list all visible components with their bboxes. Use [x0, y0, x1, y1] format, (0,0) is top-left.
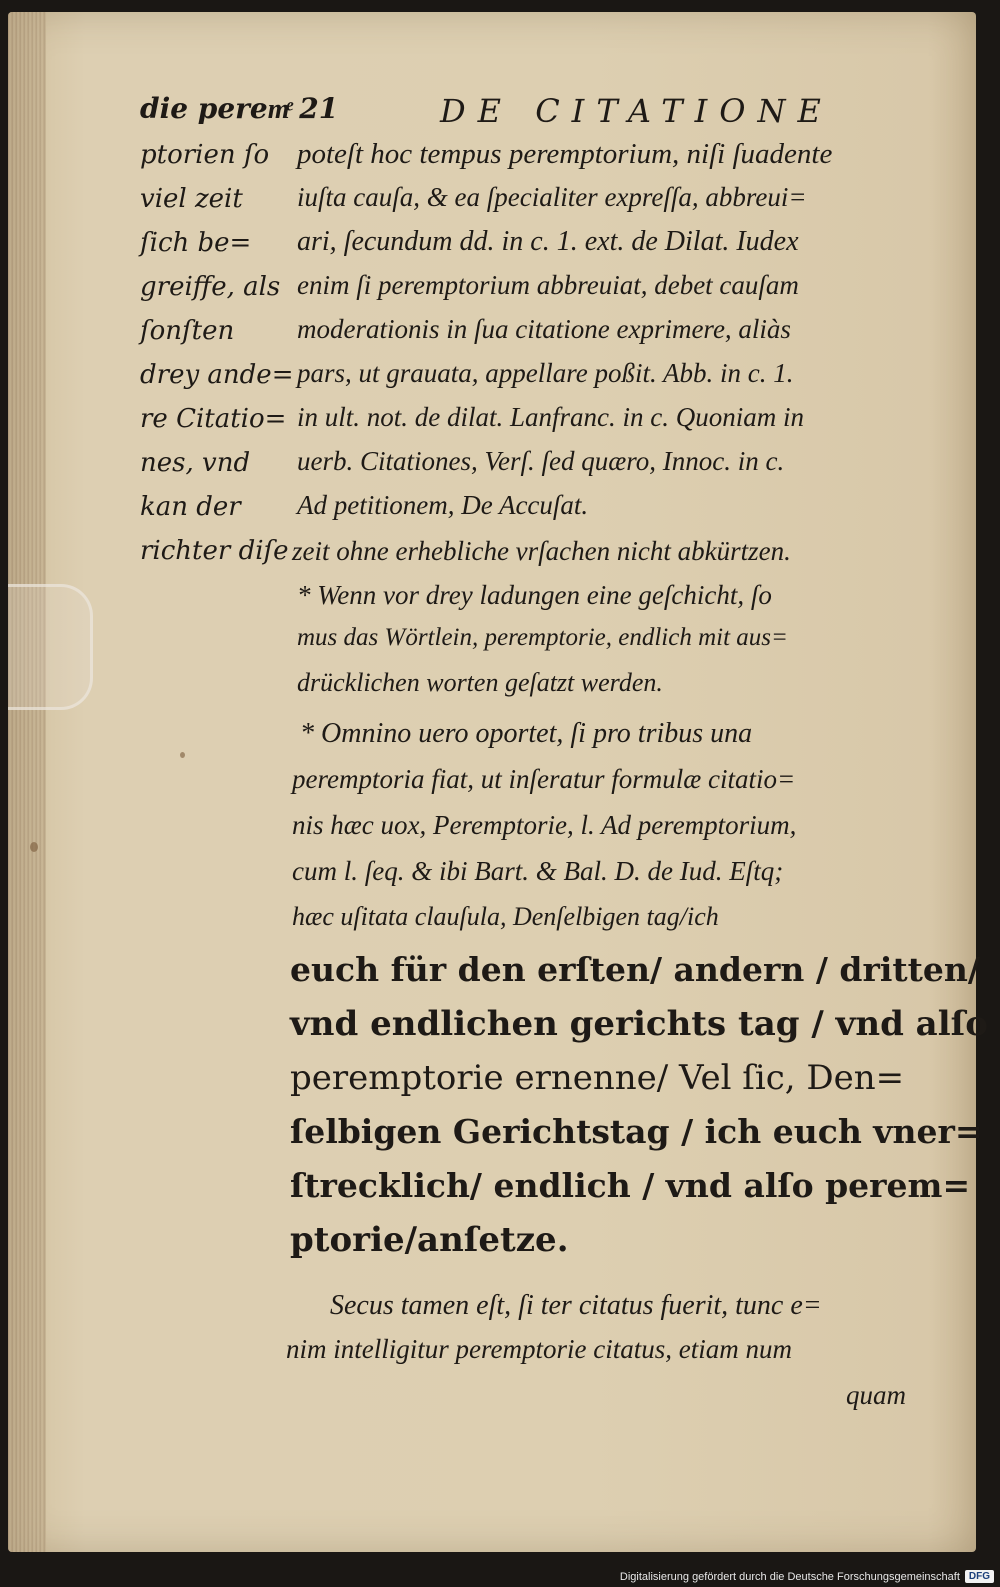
body-line: poteſt hoc tempus peremptorium, niſi ſuadente: [297, 138, 833, 170]
margin-note-line: ptorien ſo: [140, 140, 270, 170]
dfg-logo: DFG: [965, 1570, 994, 1583]
body-line: pars, ut grauata, appellare poßit. Abb. in c. 1.: [297, 358, 794, 388]
body-line: hæc uſitata clauſula, Denſelbigen tag/ich: [292, 902, 719, 931]
formula-line: peremptorie ernenne/ Vel ſic, Den=: [290, 1058, 905, 1098]
body-line: peremptoria fiat, ut inſeratur formulæ citatio=: [292, 764, 796, 794]
body-line: zeit ohne erhebliche vrſachen nicht abkürtzen.: [292, 536, 791, 566]
body-line: moderationis in ſua citatione exprimere, aliàs: [297, 314, 791, 344]
page-number: 21: [299, 92, 339, 125]
body-line: * Omnino uero oportet, ſi pro tribus una: [300, 718, 753, 749]
formula-line: ſelbigen Gerichtstag / ich euch vner=: [290, 1112, 983, 1151]
digitization-credit: [620, 1570, 994, 1583]
formula-line: ſtrecklich/ endlich / vnd alſo perem=: [290, 1166, 971, 1205]
body-line: in ult. not. de dilat. Lanfranc. in c. Quoniam in: [297, 402, 804, 432]
ink-spot: [180, 752, 185, 758]
margin-note-line: ſonſten: [140, 316, 235, 346]
body-line: iuſta cauſa, & ea ſpecialiter expreſſa, abbreui=: [297, 182, 807, 212]
body-line: nis hæc uox, Peremptorie, l. Ad peremptorium,: [292, 810, 797, 840]
body-line: mus das Wörtlein, peremptorie, endlich mit aus=: [297, 624, 788, 651]
body-line: drücklichen worten geſatzt werden.: [297, 668, 663, 697]
book-spine-edge: [8, 12, 46, 1552]
margin-header-start: die peremͤ 21: [140, 92, 339, 125]
margin-note-line: greiffe, als: [140, 272, 281, 302]
closing-line: Secus tamen eſt, ſi ter citatus fuerit, tunc e=: [330, 1290, 822, 1321]
body-line: cum l. ſeq. & ibi Bart. & Bal. D. de Iud. Eſtq;: [292, 856, 784, 886]
formula-line: vnd endlichen gerichts tag / vnd alſo: [290, 1004, 988, 1044]
body-line: uerb. Citationes, Verſ. ſed quæro, Innoc. in c.: [297, 446, 785, 476]
running-title: DE CITATIONE: [440, 92, 833, 130]
formula-line: euch für den erſten/ andern / dritten/: [290, 950, 980, 989]
margin-note-line: drey ande=: [140, 360, 294, 390]
page-clip: [8, 584, 93, 710]
body-line: Ad petitionem, De Accuſat.: [297, 490, 589, 520]
body-line: ari, ſecundum dd. in c. 1. ext. de Dilat. Iudex: [297, 226, 799, 257]
margin-note-line: kan der: [140, 492, 241, 522]
margin-note-line: richter diſe: [140, 536, 289, 566]
body-line: * Wenn vor drey ladungen eine geſchicht, ſo: [297, 580, 772, 610]
body-line: enim ſi peremptorium abbreuiat, debet cauſam: [297, 270, 799, 300]
margin-note-line: re Citatio=: [140, 404, 287, 434]
margin-note-line: nes, vnd: [140, 448, 251, 478]
formula-line: ptorie/anſetze.: [290, 1220, 569, 1260]
catchword: quam: [846, 1380, 906, 1410]
margin-note-line: viel zeit: [140, 184, 243, 214]
margin-note-line: ſich be=: [140, 228, 252, 258]
credit-text: Digitalisierung gefördert durch die Deutsche Forschungsgemeinschaft: [619, 1570, 960, 1583]
closing-line: nim intelligitur peremptorie citatus, etiam num: [286, 1334, 792, 1364]
ink-spot: [30, 842, 38, 852]
